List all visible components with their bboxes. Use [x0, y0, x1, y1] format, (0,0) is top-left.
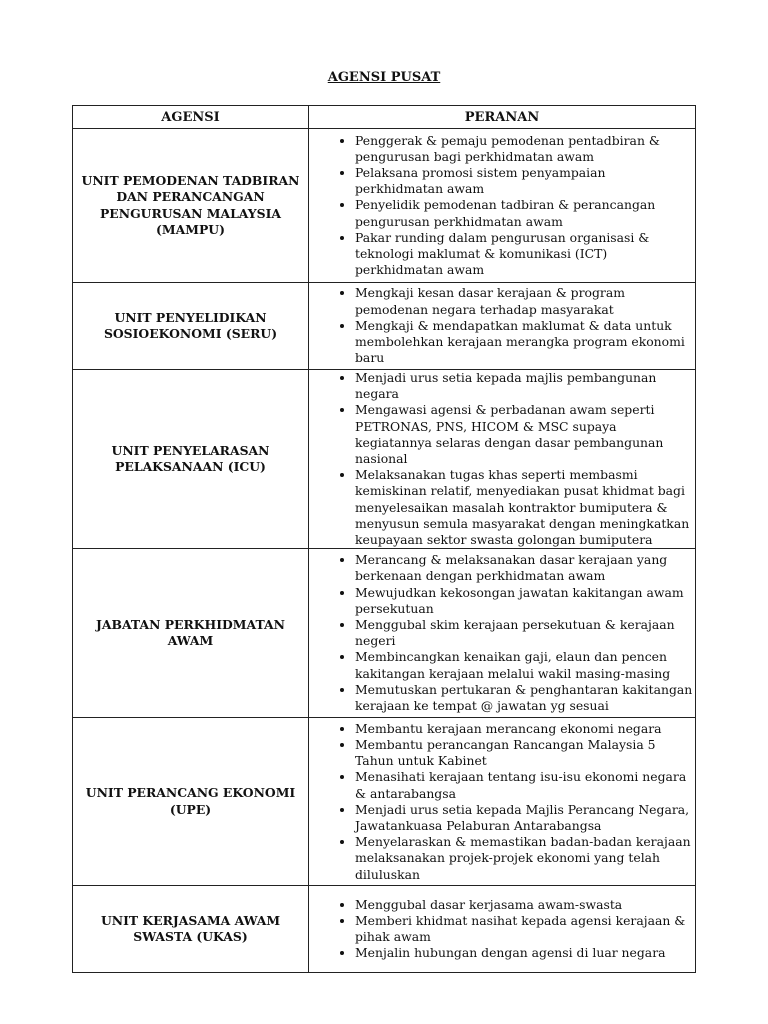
- table-row: [73, 129, 696, 283]
- role-list: [309, 370, 695, 548]
- table-row: [73, 549, 696, 718]
- agency-name: UNIT PEMODENAN TADBIRAN DAN PERANCANGAN PENGURUSAN MALAYSIA (MAMPU): [73, 129, 309, 283]
- role-item: • Penggerak & pemaju pemodenan pentadbiran & pengurusan bagi perkhidmatan awam: [355, 133, 695, 165]
- agency-roles: [309, 370, 696, 549]
- agency-roles: [309, 718, 696, 886]
- role-item: • Merancang & melaksanakan dasar kerajaan yang berkenaan dengan perkhidmatan awam: [355, 552, 695, 584]
- agency-roles: [309, 886, 696, 973]
- table-row: [73, 283, 696, 370]
- role-item: • Pakar runding dalam pengurusan organisasi & teknologi maklumat & komunikasi (ICT) perkhidmatan awam: [355, 230, 695, 279]
- role-item: • Membantu perancangan Rancangan Malaysia 5 Tahun untuk Kabinet: [355, 737, 695, 769]
- agency-name: UNIT PERANCANG EKONOMI (UPE): [73, 718, 309, 886]
- role-item: • Menyelaraskan & memastikan badan-badan kerajaan melaksanakan projek-projek ekonomi yang telah diluluskan: [355, 834, 695, 883]
- role-item: • Membincangkan kenaikan gaji, elaun dan pencen kakitangan kerajaan melalui wakil masing-masing: [355, 649, 695, 681]
- role-item: • Penyelidik pemodenan tadbiran & perancangan pengurusan perkhidmatan awam: [355, 197, 695, 229]
- role-list: [309, 897, 695, 962]
- role-list: [309, 285, 695, 366]
- role-item: • Membantu kerajaan merancang ekonomi negara: [355, 721, 695, 737]
- role-item: • Memutuskan pertukaran & penghantaran kakitangan kerajaan ke tempat @ jawatan yg sesuai: [355, 682, 695, 714]
- role-item: • Menggubal dasar kerjasama awam-swasta: [355, 897, 695, 913]
- role-list: [309, 552, 695, 714]
- table-header-row: [73, 106, 696, 129]
- role-list: [309, 133, 695, 279]
- role-item: • Memberi khidmat nasihat kepada agensi kerajaan & pihak awam: [355, 913, 695, 945]
- agency-name: UNIT KERJASAMA AWAM SWASTA (UKAS): [73, 886, 309, 973]
- role-item: • Pelaksana promosi sistem penyampaian perkhidmatan awam: [355, 165, 695, 197]
- role-item: • Menjalin hubungan dengan agensi di luar negara: [355, 945, 695, 961]
- header-agency: AGENSI: [73, 106, 309, 129]
- role-item: • Mengkaji kesan dasar kerajaan & program pemodenan negara terhadap masyarakat: [355, 285, 695, 317]
- page-title: AGENSI PUSAT: [327, 70, 441, 85]
- role-item: • Mengawasi agensi & perbadanan awam seperti PETRONAS, PNS, HICOM & MSC supaya kegiatannya selaras dengan dasar pembangunan nasional: [355, 402, 695, 467]
- role-item: • Mengkaji & mendapatkan maklumat & data untuk membolehkan kerajaan merangka program ekonomi baru: [355, 318, 695, 367]
- role-item: • Mewujudkan kekosongan jawatan kakitangan awam persekutuan: [355, 585, 695, 617]
- role-list: [309, 721, 695, 883]
- table-row: [73, 718, 696, 886]
- role-item: • Menggubal skim kerajaan persekutuan & kerajaan negeri: [355, 617, 695, 649]
- agency-table: [72, 105, 696, 973]
- agency-roles: [309, 549, 696, 718]
- agency-name: UNIT PENYELIDIKAN SOSIOEKONOMI (SERU): [73, 283, 309, 370]
- table-row: [73, 370, 696, 549]
- agency-name: JABATAN PERKHIDMATAN AWAM: [73, 549, 309, 718]
- role-item: • Menjadi urus setia kepada Majlis Perancang Negara, Jawatankuasa Pelaburan Antarabangsa: [355, 802, 695, 834]
- header-role: PERANAN: [309, 106, 696, 129]
- agency-roles: [309, 129, 696, 283]
- agency-name: UNIT PENYELARASAN PELAKSANAAN (ICU): [73, 370, 309, 549]
- role-item: • Menasihati kerajaan tentang isu-isu ekonomi negara & antarabangsa: [355, 769, 695, 801]
- agency-roles: [309, 283, 696, 370]
- role-item: • Melaksanakan tugas khas seperti membasmi kemiskinan relatif, menyediakan pusat khidmat bagi menyelesaikan masalah kontraktor bumiputera & menyusun semula masyarakat dengan meningkatkan keupayaan sektor swasta golongan bumiputera: [355, 467, 695, 548]
- role-item: • Menjadi urus setia kepada majlis pembangunan negara: [355, 370, 695, 402]
- table-row: [73, 886, 696, 973]
